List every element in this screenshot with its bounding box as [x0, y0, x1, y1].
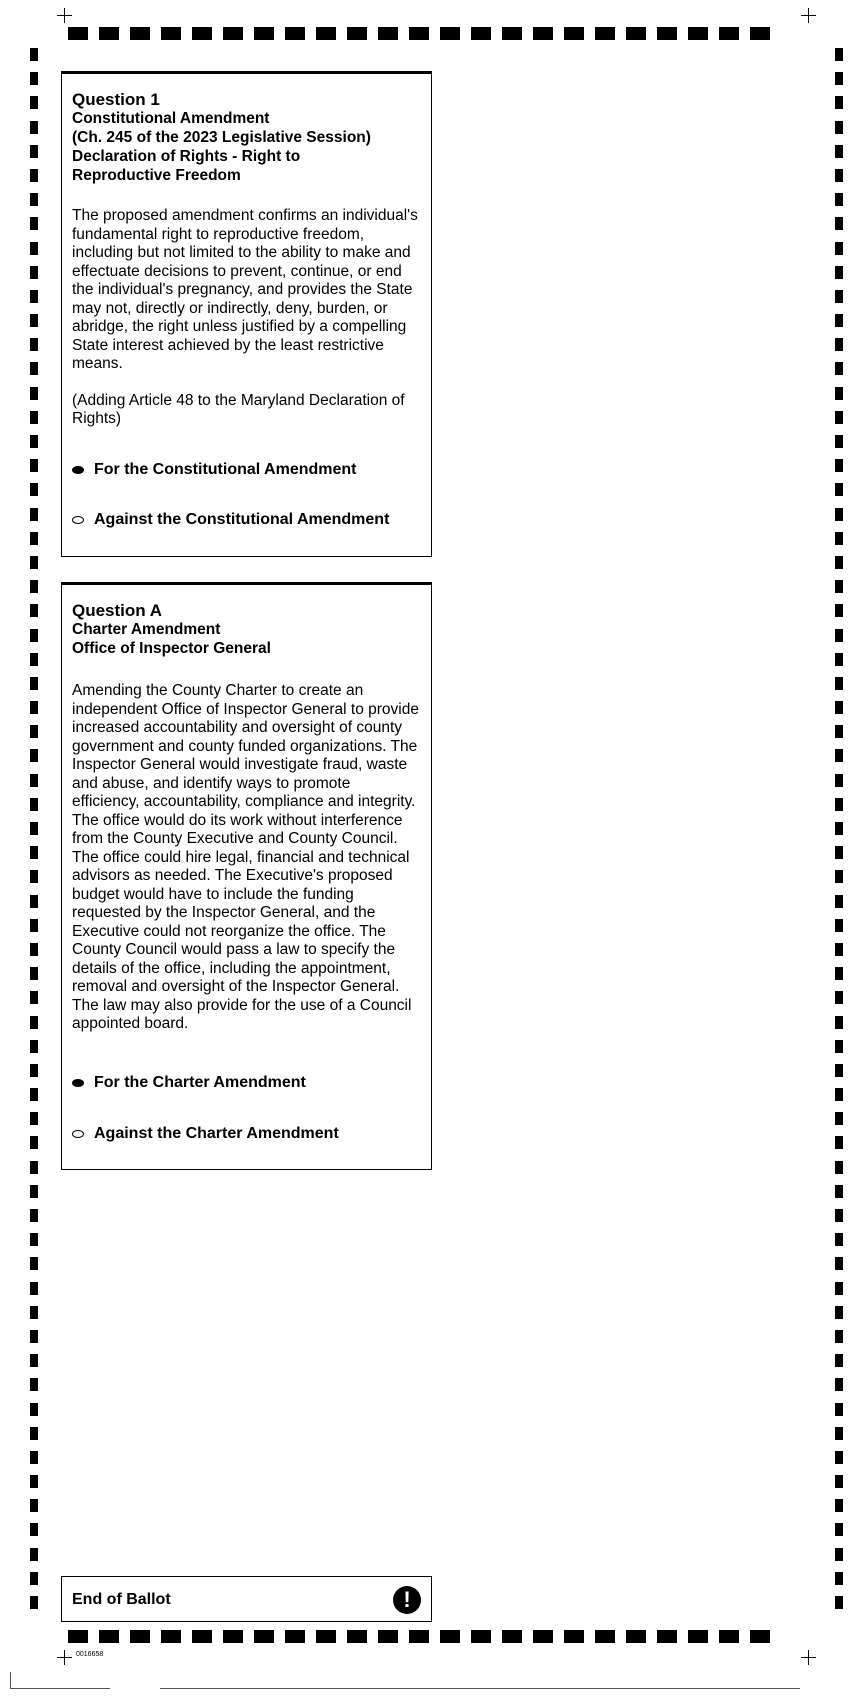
- left-corner-line: [10, 1672, 11, 1688]
- timing-mark: [30, 967, 38, 980]
- timing-mark: [409, 27, 429, 40]
- timing-mark: [835, 1548, 843, 1561]
- question-1-subtitle-line: Reproductive Freedom: [72, 167, 241, 184]
- timing-mark: [30, 556, 38, 569]
- choice-label: Against the Charter Amendment: [94, 1125, 339, 1142]
- timing-mark: [68, 1630, 88, 1643]
- timing-mark: [30, 387, 38, 400]
- timing-mark: [30, 846, 38, 859]
- timing-mark: [30, 774, 38, 787]
- question-1-body: The proposed amendment confirms an individual's fundamental right to reproductive freedom, including but not limited to the ability to make and effectuate decisions to prevent, continue, or end the individual's pregnancy, and provides the State may not, directly or indirectly, deny, burden, or abridge, the right unless justified by a compelling State interest achieved by the least restrictive means.: [72, 207, 418, 372]
- timing-mark: [835, 1596, 843, 1609]
- timing-mark: [130, 1630, 150, 1643]
- choice-against-constitutional-amendment[interactable]: [72, 511, 389, 529]
- question-1-note: (Adding Article 48 to the Maryland Declaration of Rights): [72, 391, 405, 427]
- timing-mark: [835, 459, 843, 472]
- timing-mark: [750, 1630, 770, 1643]
- timing-mark: [30, 580, 38, 593]
- timing-mark: [68, 27, 88, 40]
- empty-oval-icon[interactable]: [72, 1130, 84, 1138]
- timing-mark: [688, 27, 708, 40]
- timing-mark: [30, 362, 38, 375]
- filled-oval-icon[interactable]: [72, 1079, 84, 1087]
- timing-mark: [835, 895, 843, 908]
- timing-mark: [440, 27, 460, 40]
- end-of-ballot-label: End of Ballot: [72, 1591, 171, 1608]
- timing-mark: [30, 266, 38, 279]
- timing-mark: [440, 1630, 460, 1643]
- timing-mark: [533, 1630, 553, 1643]
- timing-mark: [30, 919, 38, 932]
- timing-mark: [835, 991, 843, 1004]
- timing-mark: [835, 1185, 843, 1198]
- timing-mark: [316, 27, 336, 40]
- timing-mark: [30, 411, 38, 424]
- timing-mark: [835, 774, 843, 787]
- timing-mark: [30, 1403, 38, 1416]
- timing-mark: [316, 1630, 336, 1643]
- timing-mark: [533, 27, 553, 40]
- timing-mark: [30, 169, 38, 182]
- timing-mark: [835, 822, 843, 835]
- empty-oval-icon[interactable]: [72, 516, 84, 524]
- timing-mark: [835, 1475, 843, 1488]
- timing-mark: [835, 870, 843, 883]
- registration-mark-bottom-right: [801, 1650, 816, 1665]
- timing-mark: [378, 27, 398, 40]
- timing-mark: [30, 653, 38, 666]
- timing-mark: [30, 1064, 38, 1077]
- timing-mark: [30, 1330, 38, 1343]
- registration-mark-bottom-left: [57, 1650, 72, 1665]
- timing-mark: [595, 1630, 615, 1643]
- timing-mark: [30, 193, 38, 206]
- timing-mark: [30, 1427, 38, 1440]
- timing-mark: [502, 27, 522, 40]
- timing-mark: [347, 1630, 367, 1643]
- timing-mark: [835, 1136, 843, 1149]
- timing-mark: [30, 1499, 38, 1512]
- timing-mark: [30, 1088, 38, 1101]
- timing-mark: [657, 1630, 677, 1643]
- timing-mark: [30, 822, 38, 835]
- timing-mark: [30, 338, 38, 351]
- timing-mark: [835, 725, 843, 738]
- timing-mark: [30, 991, 38, 1004]
- timing-mark: [835, 266, 843, 279]
- timing-mark: [835, 556, 843, 569]
- ballot-serial-number: 0016658: [76, 1651, 104, 1658]
- choice-for-charter-amendment[interactable]: [72, 1074, 306, 1092]
- timing-mark: [30, 483, 38, 496]
- timing-mark: [471, 27, 491, 40]
- timing-mark: [835, 1403, 843, 1416]
- timing-mark: [657, 27, 677, 40]
- registration-mark-top-left: [57, 8, 72, 23]
- timing-mark: [471, 1630, 491, 1643]
- question-a-title: Question A: [72, 601, 163, 620]
- timing-mark: [30, 1306, 38, 1319]
- timing-mark: [30, 1257, 38, 1270]
- timing-mark: [30, 725, 38, 738]
- timing-mark: [835, 242, 843, 255]
- timing-mark: [719, 27, 739, 40]
- timing-mark: [409, 1630, 429, 1643]
- timing-mark: [835, 314, 843, 327]
- question-a-subtitle-line: Charter Amendment: [72, 621, 221, 638]
- timing-mark: [30, 1354, 38, 1367]
- timing-mark: [835, 338, 843, 351]
- timing-mark: [502, 1630, 522, 1643]
- timing-mark: [347, 27, 367, 40]
- timing-mark: [30, 1596, 38, 1609]
- timing-mark: [30, 1185, 38, 1198]
- timing-mark: [835, 121, 843, 134]
- timing-mark: [835, 1282, 843, 1295]
- timing-mark: [835, 1088, 843, 1101]
- left-timing-marks: [30, 48, 38, 1609]
- timing-mark: [223, 27, 243, 40]
- timing-mark: [835, 1257, 843, 1270]
- timing-mark: [835, 169, 843, 182]
- timing-mark: [30, 1282, 38, 1295]
- timing-mark: [30, 701, 38, 714]
- timing-mark: [30, 1572, 38, 1585]
- top-timing-marks: [68, 27, 770, 40]
- timing-mark: [161, 27, 181, 40]
- timing-mark: [835, 580, 843, 593]
- timing-mark: [30, 532, 38, 545]
- bottom-timing-marks: [68, 1630, 770, 1643]
- timing-mark: [378, 1630, 398, 1643]
- timing-mark: [835, 604, 843, 617]
- timing-mark: [30, 749, 38, 762]
- timing-mark: [30, 459, 38, 472]
- timing-mark: [99, 27, 119, 40]
- timing-mark: [835, 1209, 843, 1222]
- timing-mark: [30, 870, 38, 883]
- timing-mark: [626, 27, 646, 40]
- timing-mark: [835, 919, 843, 932]
- choice-label: Against the Constitutional Amendment: [94, 511, 390, 528]
- timing-mark: [835, 1112, 843, 1125]
- timing-mark: [835, 1572, 843, 1585]
- timing-mark: [30, 217, 38, 230]
- bottom-edge-line: [160, 1688, 800, 1689]
- exclamation-icon: !: [393, 1586, 421, 1614]
- timing-mark: [595, 27, 615, 40]
- timing-mark: [30, 121, 38, 134]
- timing-mark: [835, 1523, 843, 1536]
- question-a-subtitle-line: Office of Inspector General: [72, 640, 271, 657]
- timing-mark: [835, 798, 843, 811]
- timing-mark: [626, 1630, 646, 1643]
- question-1-title: Question 1: [72, 90, 160, 109]
- timing-mark: [223, 1630, 243, 1643]
- timing-mark: [835, 72, 843, 85]
- timing-mark: [30, 242, 38, 255]
- question-1-contest: [61, 71, 432, 557]
- end-of-ballot-box: [61, 1576, 432, 1622]
- timing-mark: [30, 1136, 38, 1149]
- timing-mark: [30, 1548, 38, 1561]
- timing-mark: [30, 96, 38, 109]
- timing-mark: [30, 677, 38, 690]
- question-1-subtitle-line: Constitutional Amendment: [72, 110, 270, 127]
- timing-mark: [835, 435, 843, 448]
- timing-mark: [30, 508, 38, 521]
- timing-mark: [835, 193, 843, 206]
- timing-mark: [30, 290, 38, 303]
- timing-mark: [192, 27, 212, 40]
- timing-mark: [835, 48, 843, 61]
- choice-against-charter-amendment[interactable]: [72, 1125, 339, 1143]
- timing-mark: [30, 798, 38, 811]
- timing-mark: [835, 1040, 843, 1053]
- timing-mark: [835, 1499, 843, 1512]
- timing-mark: [30, 48, 38, 61]
- timing-mark: [835, 362, 843, 375]
- timing-mark: [835, 145, 843, 158]
- timing-mark: [835, 1016, 843, 1029]
- question-1-subtitle-line: (Ch. 245 of the 2023 Legislative Session): [72, 129, 371, 146]
- timing-mark: [835, 1354, 843, 1367]
- timing-mark: [835, 508, 843, 521]
- timing-mark: [835, 701, 843, 714]
- choice-label: For the Constitutional Amendment: [94, 461, 357, 478]
- timing-mark: [161, 1630, 181, 1643]
- timing-mark: [835, 411, 843, 424]
- timing-mark: [192, 1630, 212, 1643]
- timing-mark: [835, 629, 843, 642]
- timing-mark: [835, 1378, 843, 1391]
- timing-mark: [30, 1451, 38, 1464]
- choice-for-constitutional-amendment[interactable]: [72, 461, 357, 479]
- timing-mark: [835, 1161, 843, 1174]
- timing-mark: [835, 1451, 843, 1464]
- choice-label: For the Charter Amendment: [94, 1074, 306, 1091]
- timing-mark: [835, 1330, 843, 1343]
- timing-mark: [835, 1427, 843, 1440]
- timing-mark: [835, 532, 843, 545]
- timing-mark: [30, 72, 38, 85]
- timing-mark: [835, 967, 843, 980]
- timing-mark: [30, 1475, 38, 1488]
- timing-mark: [719, 1630, 739, 1643]
- timing-mark: [564, 27, 584, 40]
- timing-mark: [835, 846, 843, 859]
- timing-mark: [564, 1630, 584, 1643]
- timing-mark: [835, 483, 843, 496]
- timing-mark: [835, 290, 843, 303]
- timing-mark: [254, 27, 274, 40]
- timing-mark: [835, 1233, 843, 1246]
- question-1-subtitle-line: Declaration of Rights - Right to: [72, 148, 301, 165]
- timing-mark: [30, 1233, 38, 1246]
- timing-mark: [835, 1064, 843, 1077]
- timing-mark: [30, 1040, 38, 1053]
- timing-mark: [30, 435, 38, 448]
- timing-mark: [835, 653, 843, 666]
- registration-mark-top-right: [801, 8, 816, 23]
- timing-mark: [130, 27, 150, 40]
- timing-mark: [688, 1630, 708, 1643]
- timing-mark: [30, 1378, 38, 1391]
- timing-mark: [99, 1630, 119, 1643]
- timing-mark: [30, 1112, 38, 1125]
- timing-mark: [285, 1630, 305, 1643]
- timing-mark: [30, 943, 38, 956]
- timing-mark: [835, 677, 843, 690]
- timing-mark: [30, 1523, 38, 1536]
- timing-mark: [30, 145, 38, 158]
- timing-mark: [30, 314, 38, 327]
- timing-mark: [30, 604, 38, 617]
- question-a-body: Amending the County Charter to create an independent Office of Inspector General to provide increased accountability and oversight of county government and county funded organizations. The Inspector General would investigate fraud, waste and abuse, and identify ways to promote efficiency, accountability, compliance and integrity. The office would do its work without interference from the County Executive and County Council. The office could hire legal, financial and technical advisors as needed. The Executive's proposed budget would have to include the funding requested by the Inspector General, and the Executive could not reorganize the office. The County Council would pass a law to specify the details of the office, including the appointment, removal and oversight of the Inspector General. The law may also provide for the use of a Council appointed board.: [72, 682, 419, 1032]
- bottom-edge-line: [10, 1688, 110, 1689]
- timing-mark: [835, 387, 843, 400]
- timing-mark: [30, 629, 38, 642]
- timing-mark: [835, 1306, 843, 1319]
- timing-mark: [835, 217, 843, 230]
- timing-mark: [30, 1209, 38, 1222]
- timing-mark: [835, 749, 843, 762]
- timing-mark: [30, 1161, 38, 1174]
- timing-mark: [285, 27, 305, 40]
- right-timing-marks: [835, 48, 843, 1609]
- filled-oval-icon[interactable]: [72, 466, 84, 474]
- timing-mark: [835, 96, 843, 109]
- timing-mark: [30, 1016, 38, 1029]
- timing-mark: [30, 895, 38, 908]
- question-a-contest: [61, 582, 432, 1170]
- timing-mark: [835, 943, 843, 956]
- timing-mark: [254, 1630, 274, 1643]
- timing-mark: [750, 27, 770, 40]
